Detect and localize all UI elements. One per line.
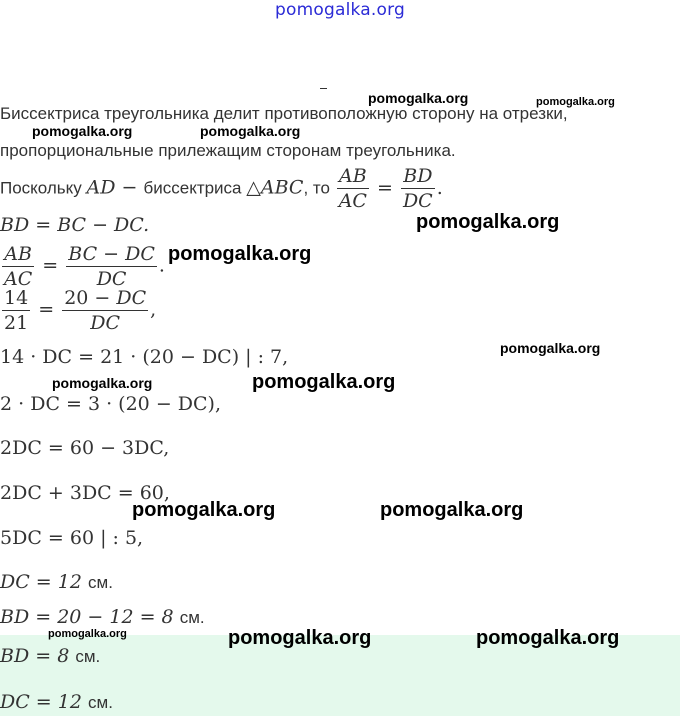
watermark: pomogalka.org [536,96,615,108]
watermark: pomogalka.org [368,90,469,106]
watermark: pomogalka.org [132,499,276,521]
step-bd-difference: BD = BC − DC. [0,214,150,236]
step-divide: 2 · DC = 3 · (20 − DC), [0,393,221,415]
watermark: pomogalka.org [168,243,312,265]
watermark: pomogalka.org [380,499,524,521]
watermark: pomogalka.org [52,375,153,391]
step-numeric-fraction: $\frac{14}{21}$ = $\frac{20 - DC}{DC}$ , [4,287,157,334]
step-collect: 2DC + 3DC = 60, [0,482,170,504]
watermark: pomogalka.org [32,123,133,139]
watermark: pomogalka.org [476,627,620,649]
ratio-equation: $\frac{AB}{AC}$ = $\frac{BD}{DC}$ . [338,165,443,212]
step-expand: 2DC = 60 − 3DC, [0,437,170,459]
answer-dc: DC = 12 см. [0,691,113,713]
proportion-line [0,164,443,213]
watermark: pomogalka.org [416,211,560,233]
theorem-line-1: Биссектриса треугольника делит противоположную сторону на отрезки, [0,104,568,123]
site-header-link[interactable]: pomogalka.org [275,0,405,20]
separator-dash [320,88,327,89]
since-word: Поскольку [0,178,82,198]
step-simplify: 5DC = 60 | : 5, [0,527,144,549]
watermark: pomogalka.org [252,371,396,393]
step-substitution: $\frac{AB}{AC}$ = $\frac{BC - DC}{DC}$ . [4,243,165,290]
answer-bd: BD = 8 см. [0,645,101,667]
watermark: pomogalka.org [500,340,601,356]
watermark: pomogalka.org [200,123,301,139]
segment-ad: AD − [86,176,144,199]
bisector-word: биссектриса [143,178,242,198]
step-dc-result: DC = 12 см. [0,571,113,593]
triangle-abc: △ABC [246,176,304,199]
theorem-line-2: пропорциональные прилежащим сторонам треугольника. [0,141,456,160]
watermark: pomogalka.org [48,628,127,640]
step-bd-result: BD = 20 − 12 = 8 см. [0,606,205,628]
then-word: , то [303,178,330,198]
step-cross-multiply: 14 · DC = 21 · (20 − DC) | : 7, [0,346,289,368]
watermark: pomogalka.org [228,627,372,649]
